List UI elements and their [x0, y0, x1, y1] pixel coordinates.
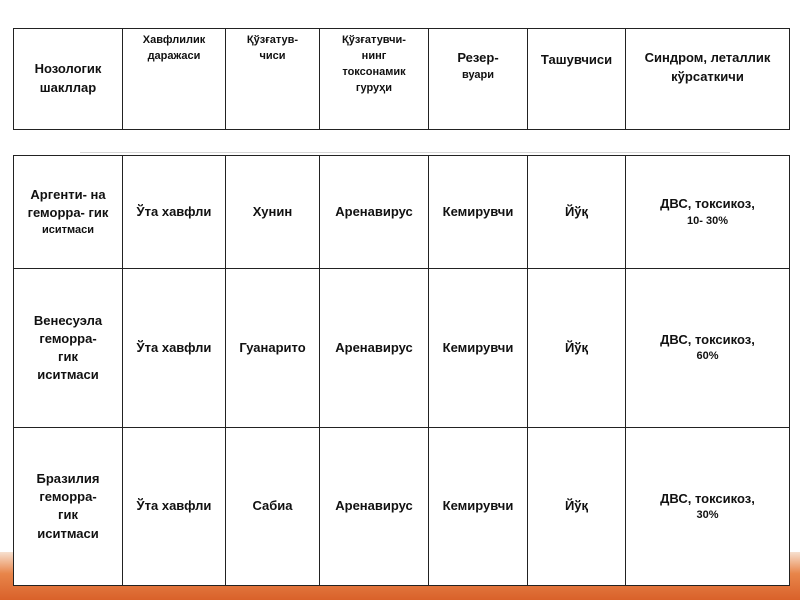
table-row — [14, 156, 790, 269]
syndrome-text: ДВС, токсикоз, — [660, 490, 755, 506]
lethality-text: 10- 30% — [687, 214, 728, 227]
cell-carrier: Йўқ — [528, 156, 626, 269]
header-label: Қўзғатув- чиси — [246, 34, 299, 62]
cell-reservoir: Кемирувчи — [429, 269, 528, 427]
cell-carrier: Йўқ — [528, 427, 626, 585]
cell-syndrome — [626, 156, 790, 269]
form-line: иситмаси — [41, 223, 95, 236]
form-line: геморра- гик — [27, 205, 109, 221]
table-row — [14, 269, 790, 427]
syndrome-text: ДВС, токсикоз, — [660, 332, 755, 348]
form-line: Аргенти- на — [30, 187, 106, 203]
cell-agent: Гуанарито — [226, 269, 320, 427]
form-line: Бразилия геморра- гик иситмаси — [36, 470, 100, 541]
cell-danger: Ўта хавфли — [123, 427, 226, 585]
header-label — [429, 29, 527, 84]
cell-reservoir: Кемирувчи — [429, 427, 528, 585]
header-cell-taxonomic-group — [320, 29, 429, 130]
header-label: Синдром, леталлик кўрсаткичи — [644, 50, 771, 84]
header-label-part: вуари — [461, 68, 495, 81]
cell-danger: Ўта хавфли — [123, 269, 226, 427]
cell-danger: Ўта хавфли — [123, 156, 226, 269]
syndrome-text: ДВС, токсикоз, — [660, 196, 755, 212]
cell-group: Аренавирус — [320, 427, 429, 585]
table-row — [14, 427, 790, 585]
header-cell-carrier — [528, 29, 626, 130]
cell-syndrome — [626, 427, 790, 585]
header-row — [14, 29, 790, 130]
header-cell-agent — [226, 29, 320, 130]
header-label: Хавфлилик даражаси — [142, 34, 206, 62]
form-line: Венесуэла геморра- гик иситмаси — [33, 312, 103, 383]
header-cell-nosological-form — [14, 29, 123, 130]
cell-carrier: Йўқ — [528, 269, 626, 427]
cell-agent: Сабиа — [226, 427, 320, 585]
cell-form — [14, 269, 123, 427]
cell-reservoir: Кемирувчи — [429, 156, 528, 269]
header-label-part: Резер- — [457, 50, 499, 65]
header-cell-reservoir — [429, 29, 528, 130]
header-label: Нозологик шакллар — [34, 61, 102, 95]
table-body — [13, 155, 790, 586]
cell-agent: Хунин — [226, 156, 320, 269]
header-label: Қўзғатувчи- нинг токсонамик гуруҳи — [342, 34, 406, 94]
lethality-text: 30% — [696, 508, 719, 521]
cell-group: Аренавирус — [320, 156, 429, 269]
divider-line — [80, 152, 730, 153]
header-cell-danger-level — [123, 29, 226, 130]
header-label: Ташувчиси — [540, 52, 613, 67]
cell-syndrome — [626, 269, 790, 427]
lethality-text: 60% — [696, 350, 719, 363]
table-header — [13, 28, 790, 130]
header-cell-syndrome — [626, 29, 790, 130]
cell-form — [14, 427, 123, 585]
cell-group: Аренавирус — [320, 269, 429, 427]
cell-form — [14, 156, 123, 269]
